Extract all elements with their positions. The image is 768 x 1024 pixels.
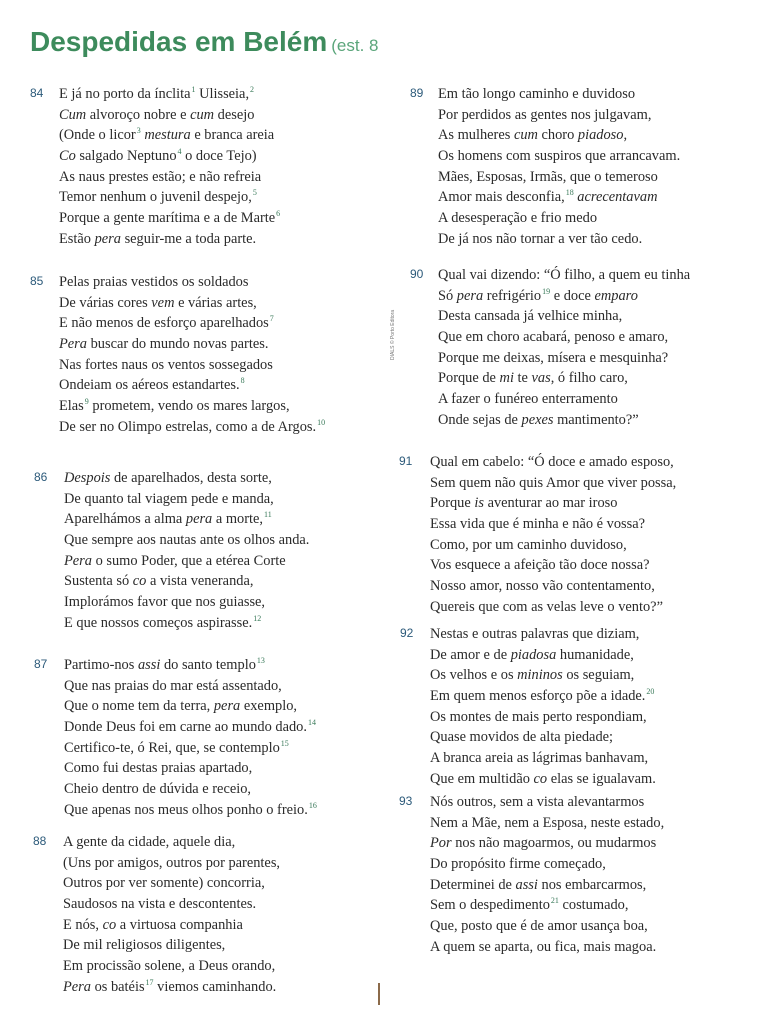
- verse-line: [430, 555, 676, 576]
- bottom-mark-decoration: [378, 983, 380, 1005]
- verse-text: , ó filho caro,: [550, 370, 628, 387]
- verse-text: a morte,: [212, 511, 264, 528]
- verse-text: Que apenas nos meus olhos ponho o freio.: [64, 801, 308, 818]
- verse-text: E nós,: [63, 916, 103, 933]
- title-subtitle: (est. 8: [331, 36, 379, 55]
- verse-text: (Onde o licor: [59, 127, 136, 144]
- verse-text: De várias cores: [59, 294, 152, 311]
- stanza-lines: [430, 624, 656, 790]
- verse-text: Em procissão solene, a Deus orando,: [63, 958, 276, 975]
- verse-line: [63, 956, 280, 977]
- verse-text: Nas fortes naus os ventos sossegados: [59, 356, 273, 373]
- verse-text: Estão: [59, 230, 95, 247]
- stanza-number: 92: [400, 626, 414, 640]
- italic-word: Pera: [63, 978, 91, 995]
- verse-line: [438, 389, 690, 410]
- verse-text: Amor mais desconfia,: [438, 189, 565, 206]
- verse-line: [438, 410, 690, 431]
- italic-word: mestura: [144, 127, 191, 144]
- verse-line: [430, 748, 656, 769]
- verse-text: Porque de: [438, 370, 500, 387]
- verse-text: A fazer o funéreo enterramento: [438, 391, 618, 408]
- stanza-lines: [64, 468, 309, 634]
- stanza-lines: [438, 265, 690, 431]
- verse-text: De quanto tal viagem pede e manda,: [64, 490, 274, 507]
- verse-line: [64, 509, 309, 530]
- footnote-marker: 15: [280, 738, 289, 748]
- verse-text: E já no porto da ínclita: [59, 86, 191, 102]
- verse-line: [59, 293, 325, 314]
- italic-word: mininos: [517, 667, 563, 684]
- verse-line: [59, 167, 280, 188]
- italic-word: vem: [151, 294, 175, 311]
- verse-text: Sustenta só: [64, 573, 133, 590]
- verse-text: viemos caminhando.: [153, 978, 277, 995]
- verse-text: Outros por ver somente) concorria,: [63, 875, 265, 892]
- stanza-number: 91: [399, 454, 413, 468]
- stanza-number: 86: [34, 470, 48, 484]
- verse-line: [64, 571, 309, 592]
- italic-word: pera: [185, 511, 213, 528]
- footnote-marker: 17: [145, 977, 154, 987]
- verse-line: [63, 935, 280, 956]
- verse-line: [438, 327, 690, 348]
- italic-word: cum: [190, 106, 215, 123]
- footnote-marker: 4: [177, 147, 182, 157]
- verse-text: Nestas e outras palavras que diziam,: [430, 626, 640, 642]
- stanza-lines: [438, 84, 680, 250]
- stanza-number: 85: [30, 274, 44, 288]
- verse-line: [430, 727, 656, 748]
- verse-text: A branca areia as lágrimas banhavam,: [430, 750, 649, 767]
- verse-line: [438, 306, 690, 327]
- verse-text: salgado Neptuno: [75, 148, 177, 165]
- verse-line: [430, 597, 676, 618]
- verse-line: [438, 187, 680, 208]
- verse-line: [63, 832, 280, 853]
- verse-text: Saudosos na vista e descontentes.: [63, 896, 257, 913]
- verse-line: [59, 355, 325, 376]
- verse-text: Só: [438, 287, 457, 304]
- italic-word: Cum: [59, 106, 87, 123]
- verse-line: [438, 84, 680, 105]
- verse-text: Sem o despedimento: [430, 897, 550, 914]
- footnote-marker: 21: [550, 896, 559, 906]
- footnote-marker: 13: [256, 656, 265, 665]
- stanza-number: 88: [33, 834, 47, 848]
- footnote-marker: 20: [646, 687, 655, 697]
- verse-line: [64, 800, 317, 821]
- footnote-marker: 16: [308, 800, 317, 810]
- verse-text: Certifico-te, ó Rei, que, se contemplo: [64, 739, 280, 756]
- verse-line: [64, 717, 317, 738]
- verse-text: aventurar ao mar iroso: [483, 495, 618, 512]
- italic-word: Pera: [59, 336, 87, 353]
- verse-text: Os velhos e os: [430, 667, 518, 684]
- stanza-lines: [430, 792, 664, 958]
- verse-text: Porque me deixas, mísera e mesquinha?: [438, 349, 669, 366]
- footnote-marker: 2: [250, 85, 255, 94]
- verse-line: [438, 105, 680, 126]
- verse-text: Aparelhámos a alma: [64, 511, 186, 528]
- verse-line: [59, 272, 325, 293]
- verse-line: [430, 493, 676, 514]
- verse-line: [430, 875, 664, 896]
- verse-text: Do propósito firme começado,: [430, 856, 606, 873]
- footnote-marker: 19: [542, 286, 551, 296]
- verse-line: [430, 576, 676, 597]
- verse-text: Quereis que com as velas leve o vento?”: [430, 598, 663, 615]
- italic-word: acrecentavam: [577, 189, 658, 206]
- verse-line: [430, 854, 664, 875]
- verse-line: [430, 937, 664, 958]
- verse-text: de aparelhados, desta sorte,: [110, 470, 272, 486]
- verse-line: [438, 146, 680, 167]
- footnote-marker: 6: [276, 209, 281, 219]
- footnote-marker: 10: [317, 417, 326, 427]
- verse-text: Nosso amor, nosso vão contentamento,: [430, 578, 655, 595]
- verse-text: Por perdidos as gentes nos julgavam,: [438, 106, 652, 123]
- verse-text: Em tão longo caminho e duvidoso: [438, 86, 636, 102]
- footnote-marker: 3: [136, 126, 141, 136]
- stanza-number: 84: [30, 86, 44, 100]
- verse-text: De ser no Olimpo estrelas, como a de Argos.: [59, 418, 317, 435]
- verse-text: e branca areia: [190, 127, 275, 144]
- footnote-marker: 11: [264, 510, 272, 520]
- verse-line: [430, 769, 656, 790]
- stanza-lines: [63, 832, 280, 998]
- verse-text: As mulheres: [438, 127, 514, 144]
- verse-text: Implorámos favor que nos guiasse,: [64, 594, 266, 611]
- verse-text: De mil religiosos diligentes,: [63, 937, 226, 954]
- verse-line: [430, 514, 676, 535]
- italic-word: vas: [531, 370, 551, 387]
- verse-line: [430, 473, 676, 494]
- verse-text: Que, posto que é de amor usança boa,: [430, 918, 648, 935]
- verse-text: costumado,: [558, 897, 629, 914]
- verse-line: [59, 84, 280, 105]
- verse-text: Qual em cabelo: “Ó doce e amado esposo,: [430, 454, 674, 470]
- verse-text: De já nos não tornar a ver tão cedo.: [438, 230, 643, 247]
- italic-word: piadoso: [577, 127, 624, 144]
- verse-line: [64, 489, 309, 510]
- footnote-marker: 7: [269, 314, 274, 324]
- verse-line: [64, 655, 317, 676]
- verse-line: [59, 105, 280, 126]
- verse-line: [438, 265, 690, 286]
- page-title: [30, 26, 379, 58]
- verse-text: Elas: [59, 398, 84, 415]
- verse-text: Os montes de mais perto respondiam,: [430, 708, 647, 725]
- italic-word: pera: [213, 698, 241, 715]
- verse-text: Temor nenhum o juvenil despejo,: [59, 189, 252, 206]
- verse-line: [59, 375, 325, 396]
- verse-text: Ulisseia,: [195, 86, 250, 102]
- verse-line: [430, 624, 656, 645]
- verse-line: [59, 229, 280, 250]
- footnote-marker: 8: [240, 376, 245, 386]
- verse-line: [438, 125, 680, 146]
- italic-word: co: [132, 573, 147, 590]
- verse-line: [64, 468, 309, 489]
- italic-word: Despois: [64, 470, 111, 486]
- side-copyright-note: DIALS © Porto Editora: [390, 309, 396, 360]
- italic-word: assi: [137, 657, 161, 673]
- verse-text: A gente da cidade, aquele dia,: [63, 834, 236, 850]
- verse-line: [59, 146, 280, 167]
- verse-line: [63, 853, 280, 874]
- verse-line: [438, 368, 690, 389]
- verse-text: Que o nome tem da terra,: [64, 698, 214, 715]
- verse-line: [64, 613, 309, 634]
- verse-line: [430, 535, 676, 556]
- italic-word: cum: [513, 127, 538, 144]
- italic-word: pera: [94, 230, 121, 247]
- verse-text: Quase movidos de alta piedade;: [430, 729, 614, 746]
- verse-text: e doce: [550, 287, 595, 304]
- verse-line: [59, 417, 325, 438]
- verse-line: [430, 645, 656, 666]
- italic-word: pera: [456, 287, 484, 304]
- verse-line: [64, 779, 317, 800]
- verse-text: Partimo-nos: [64, 657, 138, 673]
- verse-line: [63, 873, 280, 894]
- verse-text: os seguiam,: [562, 667, 635, 684]
- italic-word: co: [533, 770, 548, 787]
- verse-text: o doce Tejo): [181, 148, 257, 165]
- italic-word: emparo: [594, 287, 638, 304]
- verse-line: [64, 758, 317, 779]
- verse-line: [430, 707, 656, 728]
- footnote-marker: 12: [253, 613, 262, 623]
- verse-text: Determinei de: [430, 876, 516, 893]
- verse-text: te: [513, 370, 532, 387]
- verse-text: Qual vai dizendo: “Ó filho, a quem eu tinha: [438, 267, 691, 283]
- verse-text: do santo templo: [160, 657, 256, 673]
- verse-text: Os homens com suspiros que arrancavam.: [438, 148, 681, 165]
- italic-word: Pera: [64, 552, 92, 569]
- verse-text: elas se igualavam.: [547, 770, 656, 787]
- verse-text: mantimento?”: [553, 411, 639, 428]
- verse-text: e várias artes,: [174, 294, 257, 311]
- verse-text: Onde sejas de: [438, 411, 522, 428]
- verse-line: [63, 894, 280, 915]
- verse-text: exemplo,: [240, 698, 297, 715]
- verse-text: Porque: [430, 495, 475, 512]
- verse-line: [438, 286, 690, 307]
- verse-line: [59, 187, 280, 208]
- italic-word: pexes: [521, 411, 554, 428]
- verse-text: (Uns por amigos, outros por parentes,: [63, 854, 281, 871]
- verse-line: [64, 738, 317, 759]
- verse-text: ,: [623, 127, 628, 144]
- verse-line: [430, 686, 656, 707]
- verse-text: A desesperação e frio medo: [438, 210, 598, 227]
- verse-text: humanidade,: [556, 646, 634, 663]
- verse-text: buscar do mundo novas partes.: [86, 336, 269, 353]
- footnote-marker: 18: [565, 188, 574, 198]
- stanza-number: 93: [399, 794, 413, 808]
- verse-line: [64, 592, 309, 613]
- verse-line: [64, 530, 309, 551]
- verse-text: os batéis: [90, 978, 145, 995]
- verse-line: [430, 813, 664, 834]
- verse-line: [64, 696, 317, 717]
- footnote-marker: 5: [252, 188, 257, 198]
- stanza-number: 87: [34, 657, 48, 671]
- verse-line: [430, 452, 676, 473]
- verse-line: [63, 915, 280, 936]
- italic-word: is: [474, 495, 484, 512]
- footnote-marker: 9: [84, 397, 89, 407]
- title-text: Despedidas em Belém: [30, 26, 328, 57]
- verse-text: Pelas praias vestidos os soldados: [59, 274, 249, 290]
- italic-word: piadosa: [510, 646, 557, 663]
- verse-text: desejo: [214, 106, 255, 123]
- italic-word: Por: [430, 835, 452, 852]
- stanza-lines: [59, 84, 280, 250]
- verse-text: Desta cansada já velhice minha,: [438, 308, 623, 325]
- verse-line: [438, 167, 680, 188]
- verse-line: [59, 208, 280, 229]
- verse-line: [438, 208, 680, 229]
- verse-text: nos não magoarmos, ou mudarmos: [451, 835, 657, 852]
- italic-word: assi: [515, 876, 538, 893]
- verse-line: [64, 551, 309, 572]
- verse-text: choro: [537, 127, 578, 144]
- verse-text: Ondeiam os aéreos estandartes.: [59, 377, 240, 394]
- verse-text: Vos esquece a afeição tão doce nossa?: [430, 557, 650, 574]
- verse-text: Cheio dentro de dúvida e receio,: [64, 781, 252, 798]
- verse-text: refrigério: [483, 287, 542, 304]
- stanza-lines: [64, 655, 317, 821]
- verse-line: [59, 396, 325, 417]
- verse-text: Como, por um caminho duvidoso,: [430, 536, 627, 553]
- verse-text: Que sempre aos nautas ante os olhos anda.: [64, 532, 310, 549]
- verse-line: [430, 895, 664, 916]
- stanza-lines: [59, 272, 325, 438]
- verse-text: Como fui destas praias apartado,: [64, 760, 253, 777]
- italic-word: co: [102, 916, 117, 933]
- verse-line: [430, 792, 664, 813]
- verse-text: Nós outros, sem a vista alevantarmos: [430, 794, 645, 810]
- verse-text: Que nas praias do mar está assentado,: [64, 677, 282, 694]
- verse-line: [430, 833, 664, 854]
- verse-text: Que em multidão: [430, 770, 534, 787]
- verse-text: a vista veneranda,: [146, 573, 254, 590]
- verse-line: [438, 229, 680, 250]
- verse-text: As naus prestes estão; e não refreia: [59, 168, 262, 185]
- verse-text: A quem se aparta, ou fica, mais magoa.: [430, 938, 657, 955]
- verse-text: Mães, Esposas, Irmãs, que o temeroso: [438, 168, 658, 185]
- verse-line: [64, 676, 317, 697]
- verse-text: Donde Deus foi em carne ao mundo dado.: [64, 719, 307, 736]
- verse-line: [63, 977, 280, 998]
- stanza-number: 89: [410, 86, 424, 100]
- verse-text: Que em choro acabará, penoso e amaro,: [438, 329, 669, 346]
- verse-line: [430, 916, 664, 937]
- verse-text: E não menos de esforço aparelhados: [59, 315, 269, 332]
- verse-text: Sem quem não quis Amor que viver possa,: [430, 474, 677, 491]
- verse-text: Essa vida que é minha e não é vossa?: [430, 516, 645, 533]
- footnote-marker: 1: [191, 85, 196, 94]
- verse-text: Porque a gente marítima e a de Marte: [59, 210, 276, 227]
- verse-text: De amor e de: [430, 646, 511, 663]
- verse-text: nos embarcarmos,: [537, 876, 647, 893]
- verse-text: Nem a Mãe, nem a Esposa, neste estado,: [430, 814, 665, 831]
- verse-text: E que nossos começos aspirasse.: [64, 614, 253, 631]
- verse-line: [59, 334, 325, 355]
- verse-text: a virtuosa companhia: [116, 916, 243, 933]
- footnote-marker: 14: [307, 718, 316, 728]
- italic-word: mi: [499, 370, 514, 387]
- stanza-lines: [430, 452, 676, 618]
- verse-text: alvoroço nobre e: [86, 106, 191, 123]
- verse-line: [430, 665, 656, 686]
- verse-line: [59, 125, 280, 146]
- verse-text: seguir-me a toda parte.: [120, 230, 257, 247]
- verse-text: Em quem menos esforço põe a idade.: [430, 688, 646, 705]
- verse-text: o sumo Poder, que a etérea Corte: [91, 552, 286, 569]
- verse-line: [59, 313, 325, 334]
- stanza-number: 90: [410, 267, 424, 281]
- verse-text: prometem, vendo os mares largos,: [88, 398, 290, 415]
- verse-line: [438, 348, 690, 369]
- italic-word: Co: [59, 148, 76, 165]
